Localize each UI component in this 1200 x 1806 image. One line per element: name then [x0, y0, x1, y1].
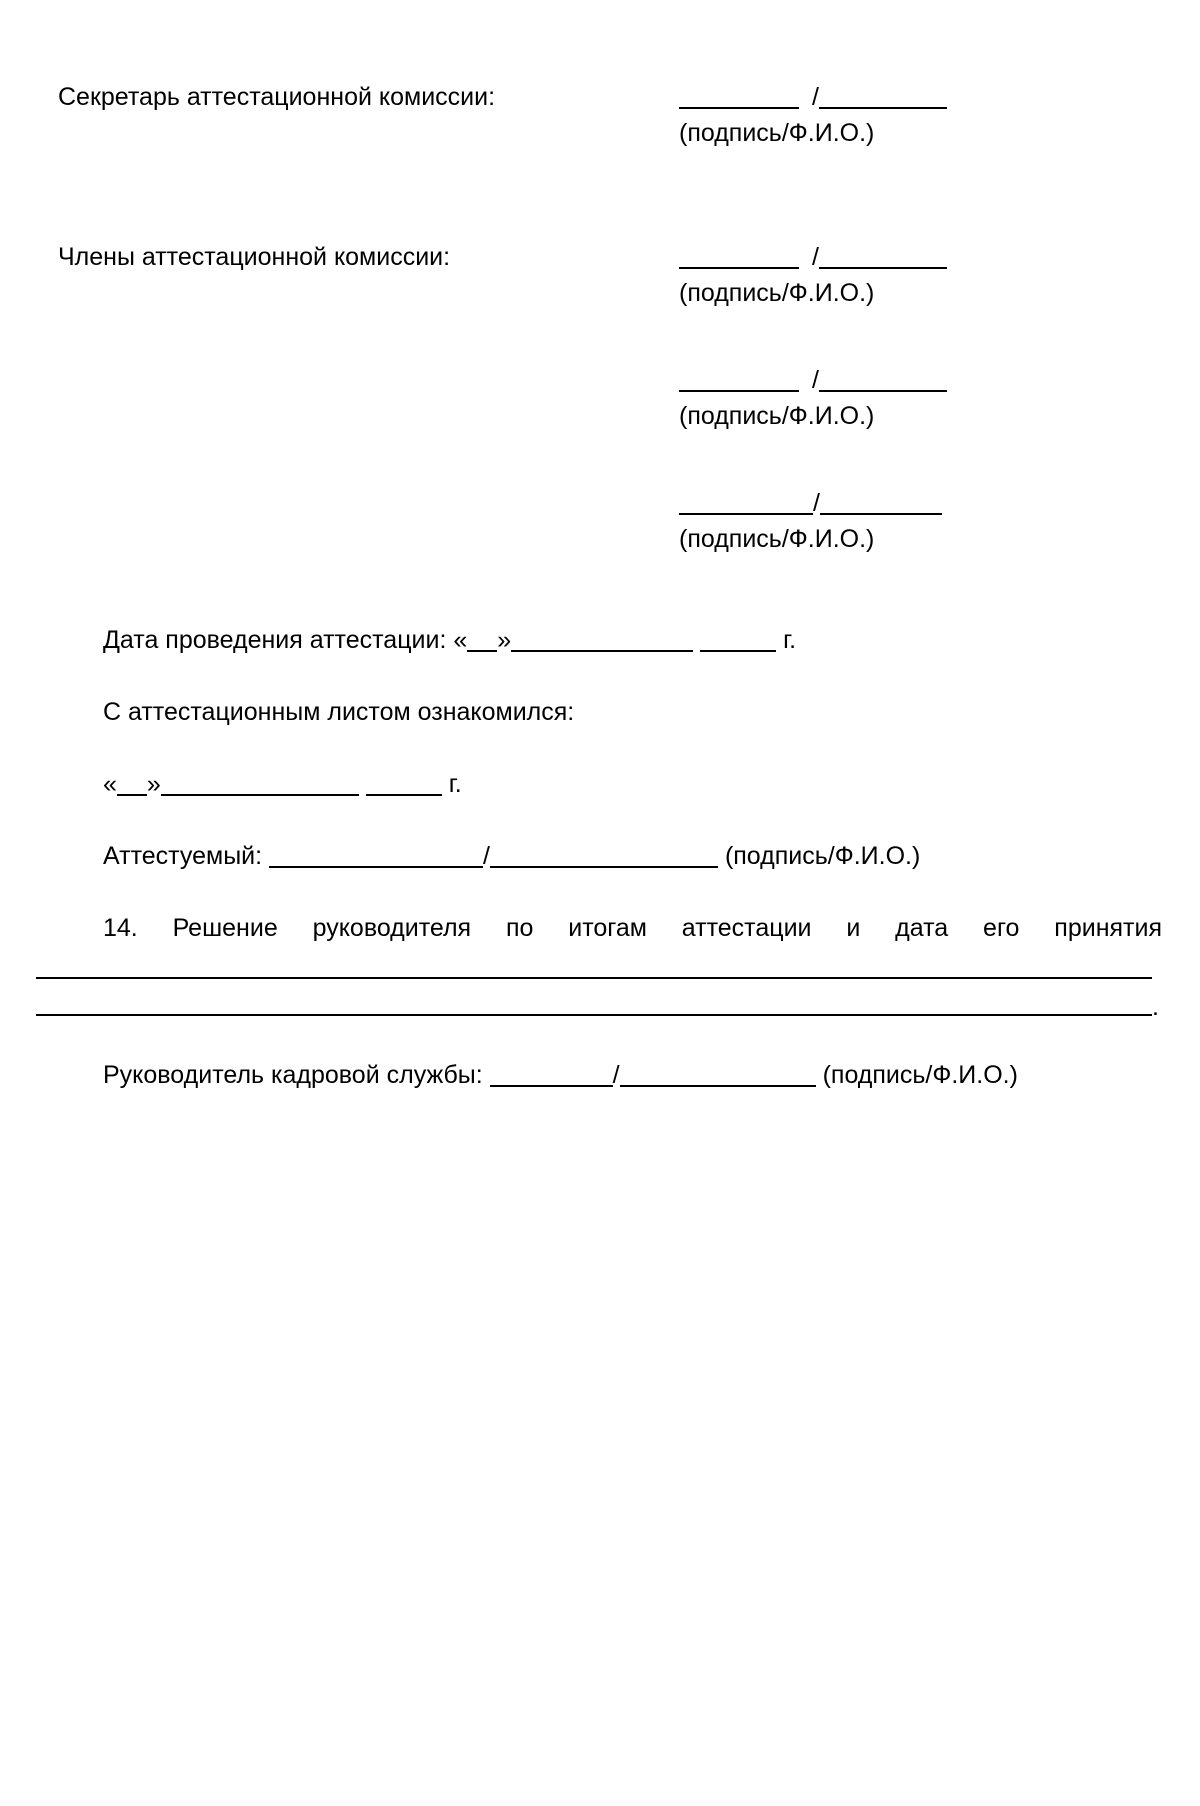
slash: / [811, 83, 819, 111]
name-blank[interactable] [819, 85, 947, 109]
close-quote: » [497, 626, 512, 654]
member-3-signature-line[interactable] [679, 488, 942, 518]
slash: / [612, 1061, 620, 1089]
date-held-row [103, 625, 796, 655]
signature-blank[interactable] [679, 368, 799, 392]
member-3-signature-caption: (подпись/Ф.И.О.) [679, 525, 875, 553]
signature-blank[interactable] [679, 85, 799, 109]
signature-blank[interactable] [679, 245, 799, 269]
decision-line-2[interactable] [36, 1014, 1152, 1016]
members-label: Члены аттестационной комиссии: [58, 243, 451, 271]
decision-end-mark: . [1152, 993, 1159, 1021]
month-blank[interactable] [511, 628, 693, 652]
secretary-signature-line[interactable] [679, 82, 947, 112]
year-suffix: г. [783, 626, 797, 654]
decision-line-1[interactable] [36, 977, 1152, 979]
close-quote: » [146, 770, 161, 798]
item-14-text: 14. Решение руководителя по итогам аттестации и дата его принятия [103, 914, 1162, 942]
hr-head-label: Руководитель кадровой службы: [103, 1061, 483, 1089]
acquainted-label: С аттестационным листом ознакомился: [103, 698, 575, 726]
slash: / [483, 842, 490, 870]
slash: / [813, 489, 820, 517]
name-blank[interactable] [819, 245, 947, 269]
name-blank[interactable] [620, 1063, 816, 1087]
member-1-signature-caption: (подпись/Ф.И.О.) [679, 279, 875, 307]
member-2-signature-caption: (подпись/Ф.И.О.) [679, 402, 875, 430]
signature-blank[interactable] [679, 491, 813, 515]
secretary-signature-caption: (подпись/Ф.И.О.) [679, 119, 875, 147]
member-2-signature-line[interactable] [679, 365, 947, 395]
month-blank[interactable] [161, 772, 359, 796]
year-suffix: г. [448, 770, 462, 798]
signature-blank[interactable] [490, 1063, 613, 1087]
attestee-caption: (подпись/Ф.И.О.) [724, 842, 921, 870]
name-blank[interactable] [819, 368, 947, 392]
attestee-row [103, 841, 920, 871]
day-blank[interactable] [467, 628, 497, 652]
member-1-signature-line[interactable] [679, 242, 947, 272]
date-held-label: Дата проведения аттестации: « [103, 626, 468, 654]
year-blank[interactable] [700, 628, 776, 652]
open-quote: « [103, 770, 117, 798]
secretary-label: Секретарь аттестационной комиссии: [58, 83, 496, 111]
year-blank[interactable] [366, 772, 442, 796]
name-blank[interactable] [820, 491, 942, 515]
hr-head-caption: (подпись/Ф.И.О.) [822, 1061, 1018, 1089]
attestee-label: Аттестуемый: [103, 842, 263, 870]
acquainted-date-row [103, 769, 462, 799]
slash: / [811, 243, 819, 271]
hr-head-row [103, 1060, 1018, 1090]
day-blank[interactable] [117, 772, 147, 796]
slash: / [811, 366, 819, 394]
signature-blank[interactable] [269, 844, 483, 868]
name-blank[interactable] [490, 844, 718, 868]
